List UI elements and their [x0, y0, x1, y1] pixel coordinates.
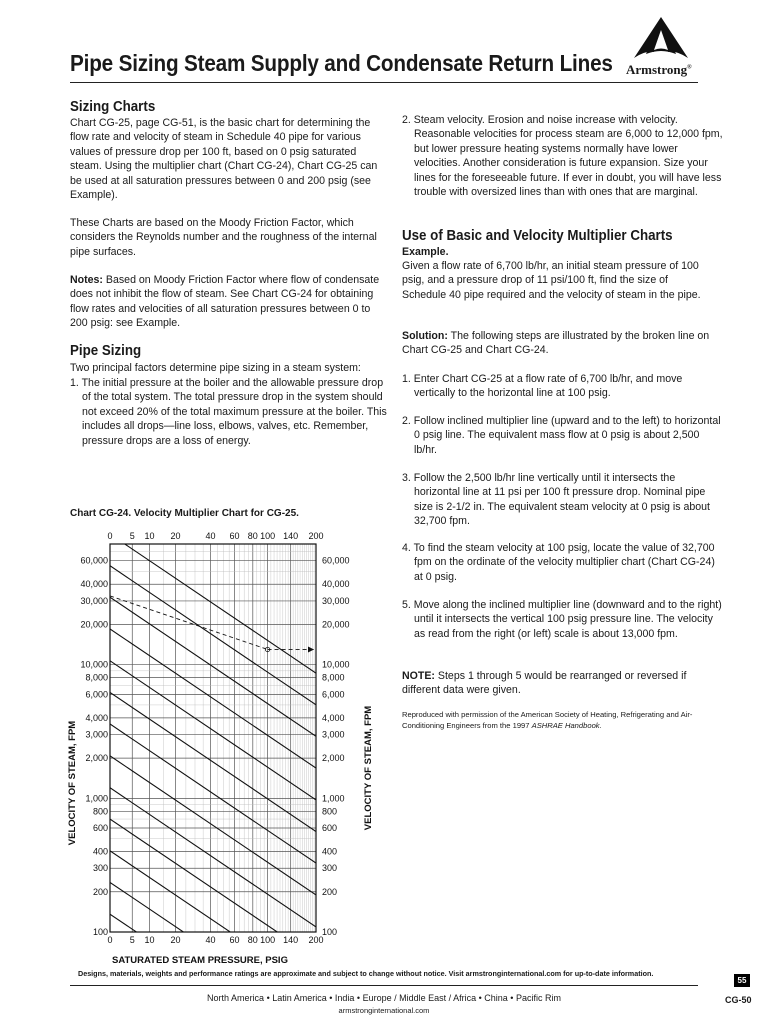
x-tick-label-top: 20 — [170, 531, 181, 541]
y-tick-label-right: 2,000 — [322, 753, 345, 764]
notes-label: Notes: — [70, 274, 103, 286]
pipe-sizing-heading: Pipe Sizing — [70, 343, 142, 359]
y-tick-label-right: 1,000 — [322, 793, 345, 804]
sizing-paragraph-1: Chart CG-25, page CG-51, is the basic chart for determining the flow rate and velocity of steam in Schedule 40 pipe for various values of pressure drop per 100 ft, based on 0 psig saturated steam. Using the multiplier chart (Chart CG-24), Chart CG-25 can be used at all saturation pressures between 0 and 200 psig (see Example). — [70, 117, 378, 202]
x-tick-label-bottom: 60 — [229, 935, 240, 945]
y-tick-label-right: 400 — [322, 846, 338, 857]
x-tick-label-bottom: 20 — [170, 935, 181, 945]
multiplier-line — [110, 788, 316, 927]
solution-step-2: 2. Follow inclined multiplier line (upward and to the left) to horizontal 0 psig line. The equivalent mass flow at 0 psig is about 2,500 lb/hr. — [402, 415, 721, 456]
y-tick-label-right: 200 — [322, 886, 338, 897]
multiplier-line — [110, 566, 316, 705]
y-tick-label-left: 2,000 — [85, 753, 108, 764]
x-tick-label-top: 5 — [129, 531, 135, 541]
y-tick-label-right: 30,000 — [322, 595, 350, 606]
y-tick-label-left: 600 — [92, 822, 108, 833]
chart-multiplier-lines — [110, 534, 316, 1024]
y-tick-label-right: 40,000 — [322, 579, 350, 590]
solution-label: Solution: — [402, 330, 448, 342]
x-axis-label: SATURATED STEAM PRESSURE, PSIG — [112, 955, 288, 966]
example-label: Example. — [402, 246, 449, 258]
note-text: Steps 1 through 5 would be rearranged or reversed if different data were given. — [402, 670, 687, 697]
notes-paragraph — [70, 273, 382, 331]
solution-step-5: 5. Move along the inclined multiplier line (downward and to the right) until it intersects the vertical 100 psig pressure line. The velocity as read from the right (or left) scale is about 13,000 fpm. — [402, 599, 722, 640]
y-tick-label-left: 200 — [92, 886, 108, 897]
note-paragraph — [402, 669, 712, 698]
pipe-sizing-intro: Two principal factors determine pipe sizing in a steam system: — [70, 362, 361, 374]
y-tick-label-right: 20,000 — [322, 619, 350, 630]
y-tick-label-left: 3,000 — [85, 729, 108, 740]
solution-paragraph — [402, 329, 712, 358]
x-tick-label-top: 80 — [247, 531, 258, 541]
reproduction-credit — [402, 710, 708, 731]
sizing-paragraph-2: These Charts are based on the Moody Friction Factor, which considers the Reynolds number and the roughness of the internal pipe surfaces. — [70, 217, 377, 258]
y-tick-label-right: 100 — [322, 927, 338, 937]
y-tick-label-left: 10,000 — [80, 659, 108, 670]
y-tick-label-right: 3,000 — [322, 729, 345, 740]
page-code: CG-50 — [725, 995, 752, 1005]
y-tick-label-left: 800 — [92, 806, 108, 817]
brand-text: Armstrong — [626, 62, 688, 77]
notes-text: Based on Moody Friction Factor where flow of condensate does not inhibit the flow of steam. See Chart CG-24 for obtaining flow rates and velocities of all saturation pressures between 0 to 200 psig: see Example. — [70, 274, 380, 330]
x-tick-label-bottom: 140 — [283, 935, 299, 945]
sizing-charts-heading: Sizing Charts — [70, 99, 156, 115]
footer-rule — [70, 985, 698, 986]
footer-website: armstronginternational.com — [338, 1006, 430, 1015]
pipe-sizing-item-2: 2. Steam velocity. Erosion and noise increase with velocity. Reasonable velocities for process steam are 6,000 to 12,000 fpm, but lower pressure heating systems normally have lower velocities. Another consideration is future expansion. Size your lines for the foreseeable future. If ever in doubt, you will have less trouble with oversized lines than with ones that are marginal. — [402, 114, 723, 199]
y-tick-label-right: 600 — [322, 822, 338, 833]
x-tick-label-bottom: 100 — [260, 935, 276, 945]
y-tick-label-left: 400 — [92, 846, 108, 857]
disclaimer: Designs, materials, weights and performance ratings are approximate and subject to change without notice. Visit armstronginternational.com for up-to-date information. — [78, 969, 654, 978]
example-dashed-incline — [110, 596, 268, 650]
y-tick-label-right: 60,000 — [322, 555, 350, 566]
x-tick-label-top: 140 — [283, 531, 299, 541]
y-axis-label-left: VELOCITY OF STEAM, FPM — [67, 720, 78, 846]
footer-regions: North America • Latin America • India • Europe / Middle East / Africa • China • Pacific Rim — [207, 993, 561, 1003]
x-tick-label-top: 100 — [260, 531, 276, 541]
header-rule — [70, 82, 698, 83]
brand-name — [626, 62, 692, 78]
page-title: Pipe Sizing Steam Supply and Condensate Return Lines — [70, 50, 613, 76]
solution-step-3: 3. Follow the 2,500 lb/hr line vertically until it intersects the horizontal line at 11 psi per 100 ft pressure drop. Nominal pipe size is 2-1/2 in. The equivalent steam velocity at 0 psig is about 32,700 fpm. — [402, 472, 710, 528]
chart-tick-labels — [80, 531, 349, 945]
y-tick-label-left: 30,000 — [80, 595, 108, 606]
y-axis-label-right: VELOCITY OF STEAM, FPM — [363, 705, 374, 831]
x-tick-label-bottom: 5 — [129, 935, 135, 945]
example-text: Given a flow rate of 6,700 lb/hr, an initial steam pressure of 100 psig, and a pressure drop of 11 psi/100 ft, find the size of Schedule 40 pipe required and the velocity of steam in the pipe. — [402, 260, 701, 301]
y-tick-label-right: 6,000 — [322, 689, 345, 700]
chart-title: Chart CG-24. Velocity Multiplier Chart for CG-25. — [70, 508, 299, 519]
x-tick-label-top: 10 — [144, 531, 155, 541]
multiplier-line — [110, 692, 316, 831]
reproduction-source: ASHRAE Handbook. — [531, 720, 602, 730]
y-tick-label-right: 300 — [322, 863, 338, 874]
note-label: NOTE: — [402, 670, 435, 682]
y-tick-label-right: 10,000 — [322, 659, 350, 670]
multiplier-line — [110, 661, 316, 800]
x-tick-label-bottom: 200 — [308, 935, 324, 945]
multiplier-line — [110, 756, 316, 895]
y-tick-label-left: 20,000 — [80, 619, 108, 630]
use-of-charts-heading: Use of Basic and Velocity Multiplier Charts — [402, 228, 673, 244]
x-tick-label-bottom: 40 — [205, 935, 216, 945]
multiplier-line — [110, 534, 316, 673]
y-tick-label-left: 6,000 — [85, 689, 108, 700]
y-tick-label-right: 4,000 — [322, 712, 345, 723]
multiplier-line — [110, 597, 316, 736]
registered-mark: ® — [687, 64, 692, 71]
x-tick-label-bottom: 80 — [247, 935, 258, 945]
x-tick-label-top: 200 — [308, 531, 324, 541]
y-tick-label-left: 40,000 — [80, 579, 108, 590]
x-tick-label-bottom: 10 — [144, 935, 155, 945]
solution-step-4: 4. To find the steam velocity at 100 psig, locate the value of 32,700 fpm on the ordinate of the velocity multiplier chart (Chart CG-24) at 0 psig. — [402, 542, 715, 583]
y-tick-label-right: 800 — [322, 806, 338, 817]
y-tick-label-left: 300 — [92, 863, 108, 874]
x-tick-label-top: 0 — [107, 531, 113, 541]
multiplier-line — [110, 724, 316, 863]
solution-step-1: 1. Enter Chart CG-25 at a flow rate of 6,700 lb/hr, and move vertically to the horizontal line at 100 psig. — [402, 373, 683, 400]
velocity-multiplier-chart — [50, 528, 374, 968]
y-tick-label-left: 100 — [92, 927, 108, 937]
x-tick-label-top: 60 — [229, 531, 240, 541]
example-arrowhead — [308, 646, 314, 652]
y-tick-label-right: 8,000 — [322, 672, 345, 683]
reproduction-text: Reproduced with permission of the American Society of Heating, Refrigerating and Air-Conditioning Engineers from the 1997 — [402, 710, 693, 730]
y-tick-label-left: 8,000 — [85, 672, 108, 683]
y-tick-label-left: 4,000 — [85, 712, 108, 723]
page-number: 55 — [734, 974, 750, 987]
pipe-sizing-item-1: 1. The initial pressure at the boiler and the allowable pressure drop of the total system. The total pressure drop in the system should not exceed 20% of the total maximum pressure at the boiler. This includes all drops—line loss, elbows, valves, etc. Remember, pressure drops are a loss of energy. — [70, 377, 387, 447]
y-tick-label-left: 60,000 — [80, 555, 108, 566]
y-tick-label-left: 1,000 — [85, 793, 108, 804]
x-tick-label-top: 40 — [205, 531, 216, 541]
solution-text: The following steps are illustrated by the broken line on Chart CG-25 and Chart CG-24. — [402, 330, 710, 357]
x-tick-label-bottom: 0 — [107, 935, 113, 945]
